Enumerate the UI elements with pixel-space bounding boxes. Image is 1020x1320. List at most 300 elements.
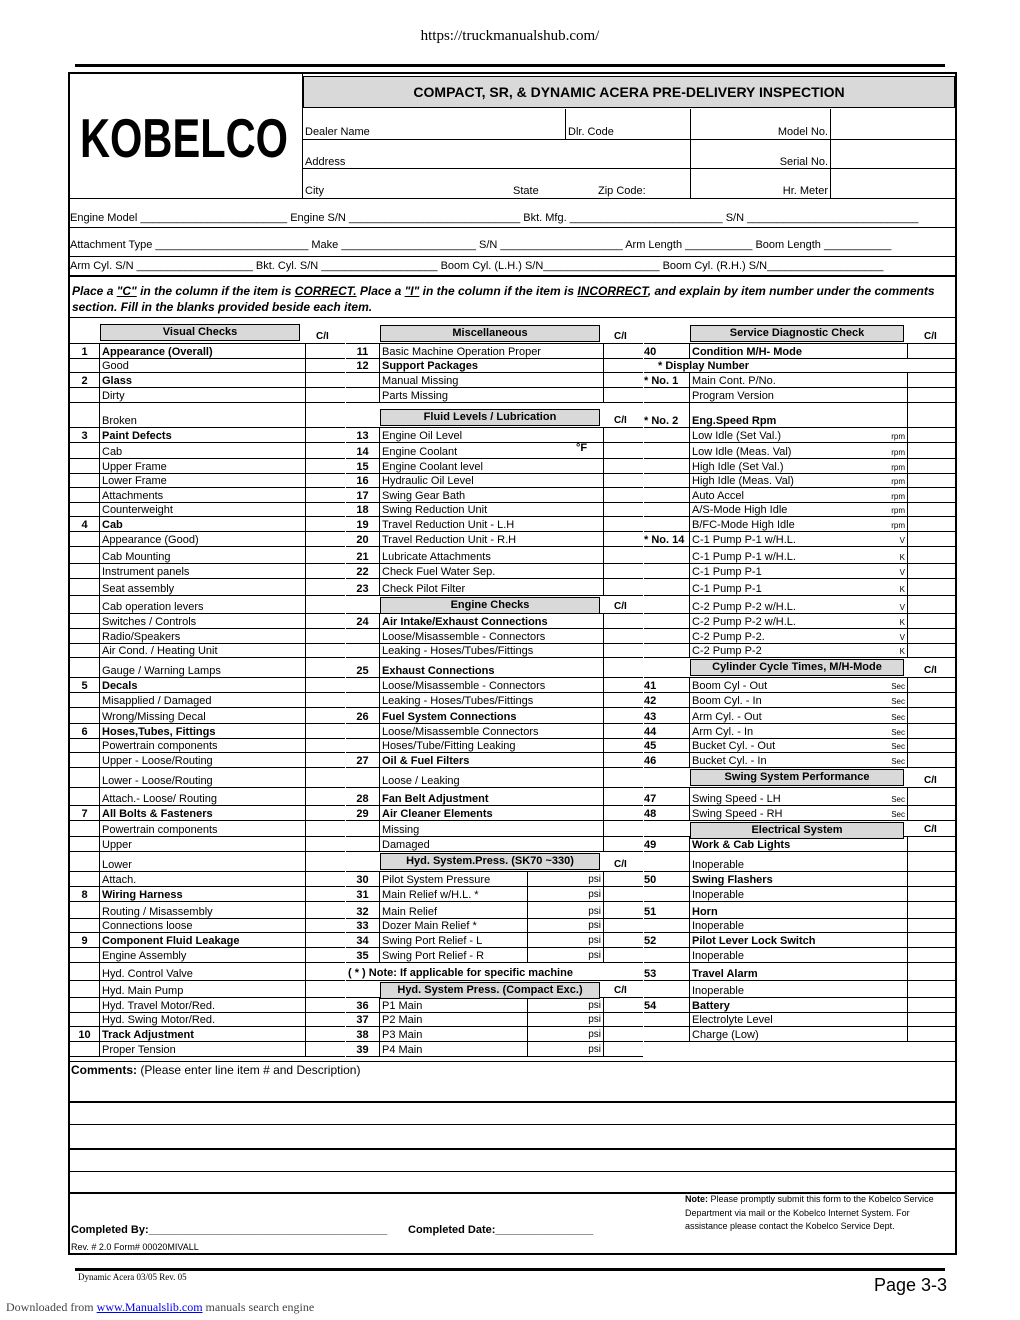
unit-label: rpm (891, 521, 905, 530)
item-text: Basic Machine Operation Proper (382, 346, 541, 358)
checklist-row (346, 459, 643, 474)
ci-entry-box[interactable] (603, 887, 643, 901)
ci-entry-box[interactable] (305, 517, 345, 531)
checklist-row (70, 753, 345, 768)
ci-entry-box[interactable] (907, 532, 955, 546)
item-number (644, 388, 690, 402)
checklist-row (346, 693, 643, 708)
item-number: 34 (346, 933, 380, 947)
ci-entry-box[interactable] (907, 948, 955, 962)
item-number (70, 547, 100, 563)
item-number (70, 644, 100, 657)
item-text: High Idle (Meas. Val) (692, 475, 794, 487)
ci-entry-box[interactable] (603, 459, 643, 473)
ci-entry-box[interactable] (907, 503, 955, 516)
checklist-row (644, 678, 955, 693)
ci-entry-box[interactable] (603, 428, 643, 442)
ci-entry-box[interactable] (907, 806, 955, 820)
ci-entry-box[interactable] (603, 388, 643, 402)
item-number: 17 (346, 488, 380, 502)
ci-entry-box[interactable] (305, 443, 345, 458)
checklist-row (70, 517, 345, 532)
psi-unit: psi (588, 1014, 601, 1025)
item-text: C-2 Pump P-2 (692, 645, 762, 657)
ci-entry-box[interactable] (603, 1027, 643, 1041)
ci-entry-box[interactable] (305, 724, 345, 738)
checklist-row (70, 1013, 345, 1027)
checklist-row (644, 948, 955, 963)
ci-entry-box[interactable] (907, 933, 955, 947)
ci-entry-box[interactable] (907, 388, 955, 402)
checklist-row (70, 693, 345, 708)
ci-entry-box[interactable] (603, 806, 643, 820)
checklist-row (644, 852, 955, 872)
item-text: Boom Cyl. - In (692, 695, 762, 707)
item-text: C-1 Pump P-1 w/H.L. (692, 551, 796, 563)
item-number: 10 (70, 1027, 100, 1041)
ci-entry-box[interactable] (603, 658, 643, 677)
item-number (644, 852, 690, 871)
ci-entry-box[interactable] (907, 981, 955, 997)
item-number (644, 443, 690, 458)
item-text: Parts Missing (382, 390, 449, 402)
checklist-row (644, 644, 955, 658)
ci-entry-box[interactable] (305, 788, 345, 805)
item-number (346, 739, 380, 752)
ci-entry-box[interactable] (907, 428, 955, 442)
model-no-label: Model No. (777, 126, 828, 138)
ci-entry-box[interactable] (305, 963, 345, 980)
ci-entry-box[interactable] (907, 344, 955, 358)
ci-entry-box[interactable] (305, 373, 345, 387)
item-text: Fan Belt Adjustment (382, 793, 489, 805)
checklist-row (644, 532, 955, 547)
item-number (70, 1042, 100, 1056)
ci-entry-box[interactable] (305, 503, 345, 516)
ci-entry-box[interactable] (603, 933, 643, 947)
checklist-row (70, 998, 345, 1013)
ci-entry-box[interactable] (305, 1027, 345, 1041)
ci-entry-box[interactable] (305, 644, 345, 657)
download-credit: Downloaded from www.Manualslib.com manuals search engine (6, 1300, 315, 1314)
item-number (70, 532, 100, 546)
psi-unit: psi (588, 920, 601, 931)
ci-entry-box[interactable] (603, 629, 643, 643)
ci-entry-box[interactable] (305, 344, 345, 358)
ci-entry-box[interactable] (603, 474, 643, 487)
ci-entry-box[interactable] (603, 708, 643, 723)
comment-line (70, 1124, 955, 1125)
item-text: C-2 Pump P-2 w/H.L. (692, 616, 796, 628)
ci-entry-box[interactable] (907, 547, 955, 563)
checklist-row (644, 739, 955, 753)
ci-entry-box[interactable] (603, 821, 643, 836)
checklist-row (70, 579, 345, 596)
item-text: Connections loose (102, 920, 193, 932)
ci-entry-box[interactable] (305, 564, 345, 578)
ci-entry-box[interactable] (305, 359, 345, 372)
ci-entry-box[interactable] (305, 902, 345, 918)
ci-entry-box[interactable] (305, 708, 345, 723)
ci-entry-box[interactable] (305, 614, 345, 628)
item-number (70, 658, 100, 677)
checklist-row (644, 708, 955, 724)
ci-entry-box[interactable] (603, 503, 643, 516)
ci-entry-box[interactable] (603, 739, 643, 752)
item-text: Inoperable (692, 889, 744, 901)
checklist-row (70, 788, 345, 806)
checklist-row (644, 837, 955, 852)
ci-entry-box[interactable] (907, 474, 955, 487)
ci-entry-box[interactable] (907, 708, 955, 723)
checklist-row (346, 443, 643, 459)
ci-entry-box[interactable] (907, 373, 955, 387)
ci-entry-box[interactable] (305, 532, 345, 546)
unit-label: V (899, 568, 905, 577)
ci-entry-box[interactable] (603, 564, 643, 578)
ci-entry-box[interactable] (603, 837, 643, 851)
ci-entry-box[interactable] (305, 933, 345, 947)
ci-entry-box[interactable] (305, 872, 345, 886)
note-text: ( * ) Note: If applicable for specific machine (348, 967, 573, 979)
source-url: https://truckmanualshub.com/ (420, 28, 600, 44)
item-text: Seat assembly (102, 583, 175, 595)
ci-entry-box[interactable] (603, 693, 643, 707)
checklist-row (70, 933, 345, 948)
ci-entry-box[interactable] (907, 919, 955, 932)
ci-entry-box[interactable] (907, 788, 955, 805)
item-text: Pilot Lever Lock Switch (692, 935, 816, 947)
item-number (70, 359, 100, 372)
section-header-label: Engine Checks (380, 597, 600, 614)
comment-line (70, 1101, 955, 1103)
comment-line (70, 1171, 955, 1172)
ci-entry-box[interactable] (305, 579, 345, 595)
unit-label: rpm (891, 448, 905, 457)
checklist-row (346, 998, 643, 1013)
item-text: Upper - Loose/Routing (102, 755, 213, 767)
ci-entry-box[interactable] (907, 724, 955, 738)
checklist-row (346, 1027, 643, 1042)
item-number (70, 902, 100, 918)
checklist-row (346, 503, 643, 517)
unit-label: Sec (891, 810, 905, 819)
item-number (70, 919, 100, 932)
ci-entry-box[interactable] (603, 948, 643, 962)
item-number: * No. 2 (644, 403, 690, 427)
item-number (644, 428, 690, 442)
ci-entry-box[interactable] (305, 768, 345, 787)
ci-entry-box[interactable] (907, 739, 955, 752)
ci-entry-box[interactable] (603, 547, 643, 563)
checklist-row (644, 1013, 955, 1027)
item-number (644, 517, 690, 531)
ci-entry-box[interactable] (907, 443, 955, 458)
ci-entry-box[interactable] (603, 724, 643, 738)
ci-entry-box[interactable] (603, 998, 643, 1012)
item-number (644, 579, 690, 595)
ci-entry-box[interactable] (305, 388, 345, 402)
ci-entry-box[interactable] (603, 614, 643, 628)
checklist-row (644, 981, 955, 998)
ci-entry-box[interactable] (603, 902, 643, 918)
checklist-row (346, 373, 643, 388)
ci-entry-box[interactable] (305, 1042, 345, 1056)
ci-entry-box[interactable] (305, 887, 345, 901)
ci-entry-box[interactable] (603, 443, 643, 458)
ci-entry-box[interactable] (907, 837, 955, 851)
ci-entry-box[interactable] (305, 919, 345, 932)
ci-entry-box[interactable] (603, 1042, 643, 1056)
item-number: 41 (644, 678, 690, 692)
kobelco-logo (78, 110, 290, 164)
item-number (644, 564, 690, 578)
unit-label: V (899, 633, 905, 642)
ci-entry-box[interactable] (603, 768, 643, 787)
ci-entry-box[interactable] (907, 403, 955, 427)
ci-entry-box[interactable] (305, 739, 345, 752)
item-number: 22 (346, 564, 380, 578)
checklist-row (644, 998, 955, 1013)
item-text: Leaking - Hoses/Tubes/Fittings (382, 645, 534, 657)
ci-entry-box[interactable] (305, 837, 345, 851)
item-text: Condition M/H- Mode (692, 346, 802, 358)
item-text: A/S-Mode High Idle (692, 504, 788, 516)
ci-entry-box[interactable] (603, 517, 643, 531)
ci-entry-box[interactable] (305, 459, 345, 473)
item-text: Support Packages (382, 360, 478, 372)
checklist-row (644, 428, 955, 443)
form-title: COMPACT, SR, & DYNAMIC ACERA PRE-DELIVERY INSPECTION (303, 76, 955, 108)
checklist-row (70, 981, 345, 998)
ci-entry-box[interactable] (907, 579, 955, 595)
ci-entry-box[interactable] (603, 678, 643, 692)
item-text: Leaking - Hoses/Tubes/Fittings (382, 695, 534, 707)
ci-entry-box[interactable] (907, 693, 955, 707)
item-text: Loose/Misassemble Connectors (382, 726, 539, 738)
item-number (70, 443, 100, 458)
checklist-row (70, 373, 345, 388)
checklist-row (70, 708, 345, 724)
item-text: B/FC-Mode High Idle (692, 519, 795, 531)
dlr-code-label: Dlr. Code (568, 126, 614, 138)
section-header (346, 322, 643, 344)
ci-entry-box[interactable] (907, 1013, 955, 1026)
item-text: Switches / Controls (102, 616, 197, 628)
item-text: Swing Speed - RH (692, 808, 783, 820)
visual-checks-column (70, 322, 345, 1057)
item-number (70, 459, 100, 473)
checklist-row (346, 948, 643, 963)
item-number (346, 768, 380, 787)
checklist-row (346, 788, 643, 806)
item-text: Hoses/Tube/Fitting Leaking (382, 740, 516, 752)
ci-entry-box[interactable] (907, 753, 955, 767)
item-text: P1 Main (382, 1000, 423, 1012)
item-number (70, 579, 100, 595)
ci-entry-box[interactable] (907, 902, 955, 918)
ci-entry-box[interactable] (907, 517, 955, 531)
ci-entry-box[interactable] (305, 678, 345, 692)
ci-entry-box[interactable] (603, 359, 643, 372)
ci-entry-box[interactable] (305, 474, 345, 487)
item-number (70, 1013, 100, 1026)
item-text: Paint Defects (102, 430, 172, 442)
ci-entry-box[interactable] (907, 596, 955, 613)
item-number (644, 614, 690, 628)
checklist-row (346, 837, 643, 852)
unit-label: Sec (891, 713, 905, 722)
checklist-row (346, 887, 643, 902)
psi-unit: psi (588, 1029, 601, 1040)
item-text: Fuel System Connections (382, 711, 517, 723)
bar-line (70, 275, 955, 277)
ci-entry-box[interactable] (305, 998, 345, 1012)
ci-entry-box[interactable] (907, 629, 955, 643)
item-text: Counterweight (102, 504, 173, 516)
ci-entry-box[interactable] (907, 678, 955, 692)
ci-entry-box[interactable] (603, 532, 643, 546)
item-text: Appearance (Overall) (102, 346, 213, 358)
item-text: Hyd. Control Valve (102, 968, 193, 980)
psi-divider (527, 1042, 528, 1056)
item-text: Program Version (692, 390, 774, 402)
item-text: Appearance (Good) (102, 534, 199, 546)
checklist-row (346, 933, 643, 948)
unit-label: Sec (891, 697, 905, 706)
checklist-row (70, 821, 345, 837)
item-number: 25 (346, 658, 380, 677)
revision: Rev. # 2.0 Form# 00020MIVALL (71, 1242, 199, 1252)
checklist-row (644, 614, 955, 629)
checklist-row (346, 614, 643, 629)
ci-entry-box[interactable] (907, 998, 955, 1012)
item-text: Dirty (102, 390, 125, 402)
ci-entry-box[interactable] (603, 1013, 643, 1026)
ci-entry-box[interactable] (907, 488, 955, 502)
ci-entry-box[interactable] (603, 753, 643, 767)
ci-entry-box[interactable] (603, 488, 643, 502)
ci-entry-box[interactable] (603, 644, 643, 657)
ci-entry-box[interactable] (305, 693, 345, 707)
section-header (644, 658, 955, 678)
item-text: P2 Main (382, 1014, 423, 1026)
item-number (70, 872, 100, 886)
ci-entry-box[interactable] (305, 428, 345, 442)
item-number (70, 693, 100, 707)
item-number: 53 (644, 963, 690, 980)
zip-label: Zip Code: (598, 185, 646, 197)
header-divider (690, 109, 691, 198)
ci-entry-box[interactable] (305, 488, 345, 502)
item-text: Inoperable (692, 985, 744, 997)
checklist-row (70, 902, 345, 919)
ci-label: C/I (924, 824, 937, 835)
ci-entry-box[interactable] (907, 887, 955, 901)
checklist-row (70, 629, 345, 644)
item-text: Low Idle (Set Val.) (692, 430, 782, 442)
item-text: Lower - Loose/Routing (102, 775, 213, 787)
item-number: 16 (346, 474, 380, 487)
ci-entry-box[interactable] (603, 919, 643, 932)
checklist-row (346, 474, 643, 488)
item-text: Hyd. Main Pump (102, 985, 184, 997)
ci-entry-box[interactable] (603, 872, 643, 886)
ci-entry-box[interactable] (305, 806, 345, 820)
ci-entry-box[interactable] (305, 852, 345, 871)
item-text: Routing / Misassembly (102, 906, 213, 918)
item-number: 38 (346, 1027, 380, 1041)
checklist-row (346, 902, 643, 919)
ci-entry-box[interactable] (907, 459, 955, 473)
psi-unit: psi (588, 935, 601, 946)
ci-entry-box[interactable] (305, 658, 345, 677)
item-text: Lower Frame (102, 475, 167, 487)
checklist-row (70, 547, 345, 564)
ci-entry-box[interactable] (907, 564, 955, 578)
item-number: 48 (644, 806, 690, 820)
ci-entry-box[interactable] (603, 579, 643, 595)
item-number (644, 981, 690, 997)
item-text: Horn (692, 906, 718, 918)
checklist-row (70, 724, 345, 739)
ci-entry-box[interactable] (305, 403, 345, 427)
ci-entry-box[interactable] (907, 872, 955, 886)
ci-entry-box[interactable] (305, 1013, 345, 1026)
checklist-row (346, 359, 643, 373)
item-text: Main Cont. P/No. (692, 375, 776, 387)
checklist-row (346, 517, 643, 532)
ci-entry-box[interactable] (305, 753, 345, 767)
ci-entry-box[interactable] (305, 981, 345, 997)
checklist-row (346, 768, 643, 788)
item-text: Inoperable (692, 950, 744, 962)
manualslib-link[interactable]: www.Manualslib.com (96, 1300, 203, 1314)
ci-entry-box[interactable] (907, 963, 955, 980)
psi-divider (527, 902, 528, 918)
ci-entry-box[interactable] (907, 852, 955, 871)
item-number (346, 644, 380, 657)
ci-entry-box[interactable] (907, 614, 955, 628)
item-number: * No. 14 (644, 532, 690, 546)
item-text: Hoses,Tubes, Fittings (102, 726, 216, 738)
item-text: Engine Coolant level (382, 461, 483, 473)
ci-entry-box[interactable] (907, 644, 955, 657)
checklist-row (346, 344, 643, 359)
ci-entry-box[interactable] (907, 1027, 955, 1041)
item-number: 23 (346, 579, 380, 595)
ci-entry-box[interactable] (603, 788, 643, 805)
item-number: 8 (70, 887, 100, 901)
item-number (70, 739, 100, 752)
ci-entry-box[interactable] (305, 948, 345, 962)
checklist-row (644, 629, 955, 644)
item-number: 50 (644, 872, 690, 886)
ci-entry-box[interactable] (603, 344, 643, 358)
item-text: Dozer Main Relief * (382, 920, 477, 932)
header-line (302, 168, 955, 169)
checklist-row (346, 739, 643, 753)
ci-entry-box[interactable] (305, 629, 345, 643)
checklist-row (70, 459, 345, 474)
item-text: Swing Reduction Unit (382, 504, 488, 516)
ci-entry-box[interactable] (603, 373, 643, 387)
ci-entry-box[interactable] (305, 821, 345, 836)
item-number (70, 788, 100, 805)
checklist-row (70, 768, 345, 788)
ci-entry-box[interactable] (305, 547, 345, 563)
ci-entry-box[interactable] (305, 596, 345, 613)
